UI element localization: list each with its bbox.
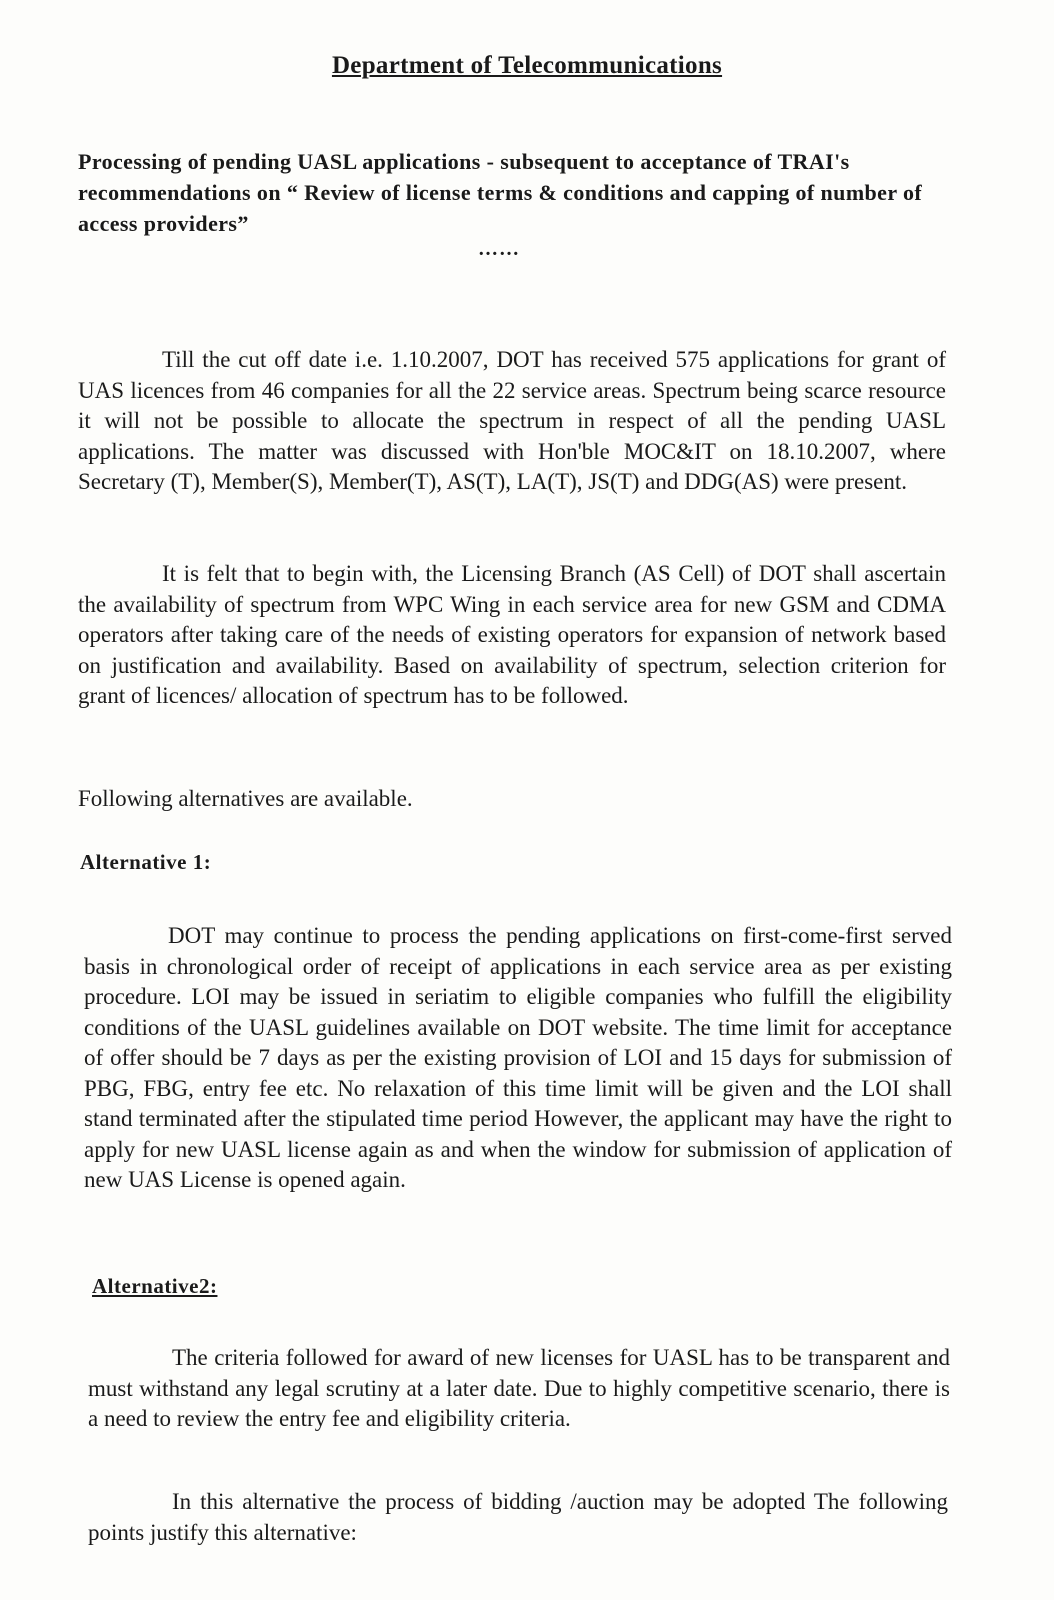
separator: …… xyxy=(478,238,520,260)
document-subject: Processing of pending UASL applications - subsequent to acceptance of TRAI's recommendations on “ Review of license terms & conditions and capping of number of access providers” xyxy=(78,149,923,236)
document-title: Department of Telecommunications xyxy=(331,52,723,79)
alternative-1-heading: Alternative 1: xyxy=(80,850,212,874)
alternative-2-text: The criteria followed for award of new licenses for UASL has to be transparent and must withstand any legal scrutiny at a later date. Due to highly competitive scenario, there is a need to review the entry fee and eligibility criteria. xyxy=(88,1345,950,1431)
alternative-2-heading: Alternative2: xyxy=(92,1274,218,1298)
alternatives-intro: Following alternatives are available. xyxy=(78,786,413,811)
alternative-2-bidding-text: In this alternative the process of bidding /auction may be adopted The following points justify this alternative: xyxy=(88,1489,948,1545)
paragraph-spectrum-availability: It is felt that to begin with, the Licensing Branch (AS Cell) of DOT shall ascertain the availability of spectrum from WPC Wing in each service area for new GSM and CDMA operators after taking care of the needs of existing operators for expansion of network based on justification and availability. Based on availability of spectrum, selection criterion for grant of licences/ allocation of spectrum has to be followed. xyxy=(78,561,946,708)
alternative-1-text: DOT may continue to process the pending applications on first-come-first served basis in chronological order of receipt of applications in each service area as per existing procedure. LOI may be issued in seriatim to eligible companies who fulfill the eligibility conditions of the UASL guidelines available on DOT website. The time limit for acceptance of offer should be 7 days as per the existing provision of LOI and 15 days for submission of PBG, FBG, entry fee etc. No relaxation of this time limit will be given and the LOI shall stand terminated after the stipulated time period However, the applicant may have the right to apply for new UASL license again as and when the window for submission of application of new UAS License is opened again. xyxy=(84,923,952,1192)
paragraph-applications-received: Till the cut off date i.e. 1.10.2007, DOT has received 575 applications for grant of UAS licences from 46 companies for all the 22 service areas. Spectrum being scarce resource it will not be possible to allocate the spectrum in respect of all the pending UASL applications. The matter was discussed with Hon'ble MOC&IT on 18.10.2007, where Secretary (T), Member(S), Member(T), AS(T), LA(T), JS(T) and DDG(AS) were present. xyxy=(78,347,946,494)
